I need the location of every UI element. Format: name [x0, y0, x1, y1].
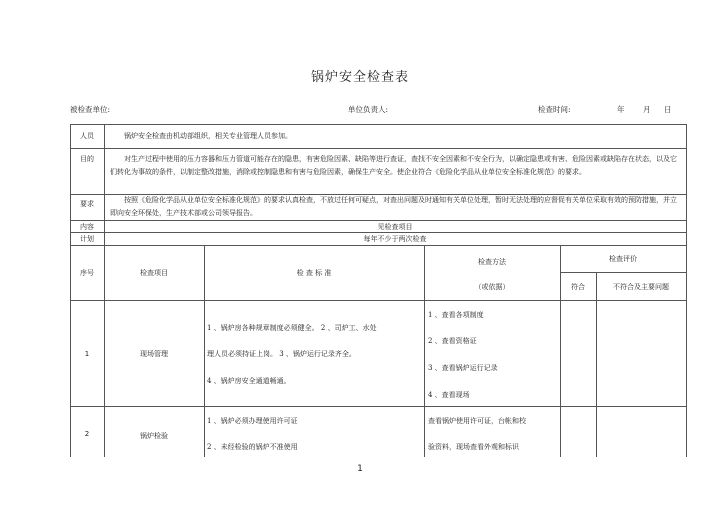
- row-method-line: 4 、查看现场: [428, 391, 470, 399]
- grid-line: [70, 406, 687, 407]
- col-header-basis: （或依据）: [474, 283, 510, 291]
- col-header-evaluation: 检查评价: [609, 255, 637, 263]
- inspected-unit-label: 被检查单位:: [70, 105, 111, 114]
- grid-line: [70, 124, 687, 125]
- col-header-conform: 符合: [571, 283, 585, 291]
- grid-line: [596, 272, 597, 457]
- unit-leader-label: 单位负责人:: [348, 105, 389, 114]
- row-method-line: 2 、查看资格证: [428, 337, 477, 345]
- row-item: 锅炉检验: [140, 432, 168, 440]
- grid-line: [70, 148, 687, 149]
- requirement-text: 按照《危险化学品从业单位安全标准化规范》的要求认真检查，不放过任何可疑点，对查出问题及时通知有关单位处理，暂时无法处理的应督促有关单位采取有效的预防措施，并立即向安全环保处，生产技术部或公司领导报告。: [110, 196, 677, 217]
- row-method-line: 验资料，现场查看外观和标识: [428, 443, 519, 451]
- col-header-standard: 检 查 标 准: [296, 269, 332, 277]
- row-standard-line: 4 、锅炉房安全通道畅通。: [207, 377, 291, 385]
- row-standard-line: 1 、锅炉必须办理使用许可证: [207, 417, 298, 425]
- requirement-label: 要求: [80, 200, 94, 208]
- col-header-item: 检查项目: [140, 269, 168, 277]
- plan-label: 计划: [80, 235, 94, 243]
- personnel-label: 人员: [80, 132, 94, 140]
- col-header-method: 检查方法: [478, 258, 506, 266]
- grid-line: [424, 245, 425, 457]
- page-title: 锅炉安全检查表: [310, 70, 409, 85]
- grid-line: [686, 124, 687, 457]
- year-label: 年: [617, 105, 625, 114]
- row-method-line: 查看锅炉使用许可证，台帐和校: [428, 417, 526, 425]
- grid-line: [70, 124, 71, 457]
- grid-line: [70, 300, 687, 301]
- purpose-text: 对生产过程中使用的压力容器和压力管道可能存在的隐患，有害危险因素、缺陷等进行查证，查找不安全因素和不安全行为，以确定隐患或有害、危险因素或缺陷存在状态，以及它们转化为事故的条件，以制定整改措施，消除或控制隐患和有害与危险因素，确保生产安全。使企业符合《危险化学品从业单位安全标准化规范》的要求。: [110, 155, 677, 176]
- plan-text: 每年不少于两次检查: [363, 235, 427, 243]
- grid-line: [560, 272, 687, 273]
- personnel-text: 锅炉安全检查由机动部组织，相关专业管理人员参加。: [124, 132, 292, 140]
- row-method-line: 1 、查看各项制度: [428, 311, 484, 319]
- row-standard-line: 1 、锅炉房各种规章制度必须健全。 2 、司炉工、水处: [207, 324, 377, 332]
- month-label: 月: [643, 105, 651, 114]
- row-method-line: 3 、查看锅炉运行记录: [428, 364, 498, 372]
- content-text: 见检查项目: [377, 223, 413, 231]
- content-label: 内容: [80, 223, 94, 231]
- day-label: 日: [664, 105, 672, 114]
- grid-line: [70, 245, 687, 246]
- page-number: 1: [357, 464, 363, 474]
- purpose-label: 目的: [80, 155, 94, 163]
- row-standard-line: 理人员必须持证上岗。 3 、锅炉运行记录齐全。: [207, 350, 356, 358]
- row-seq: 2: [84, 430, 90, 438]
- row-seq: 1: [84, 350, 90, 358]
- row-standard-line: 2 、未经检验的锅炉不准使用: [207, 443, 298, 451]
- col-header-seq: 序号: [80, 269, 94, 277]
- inspect-time-label: 检查时间:: [538, 105, 571, 114]
- grid-line: [560, 245, 561, 457]
- col-header-nonconform: 不符合及主要问题: [613, 283, 669, 291]
- row-item: 现场管理: [140, 350, 168, 358]
